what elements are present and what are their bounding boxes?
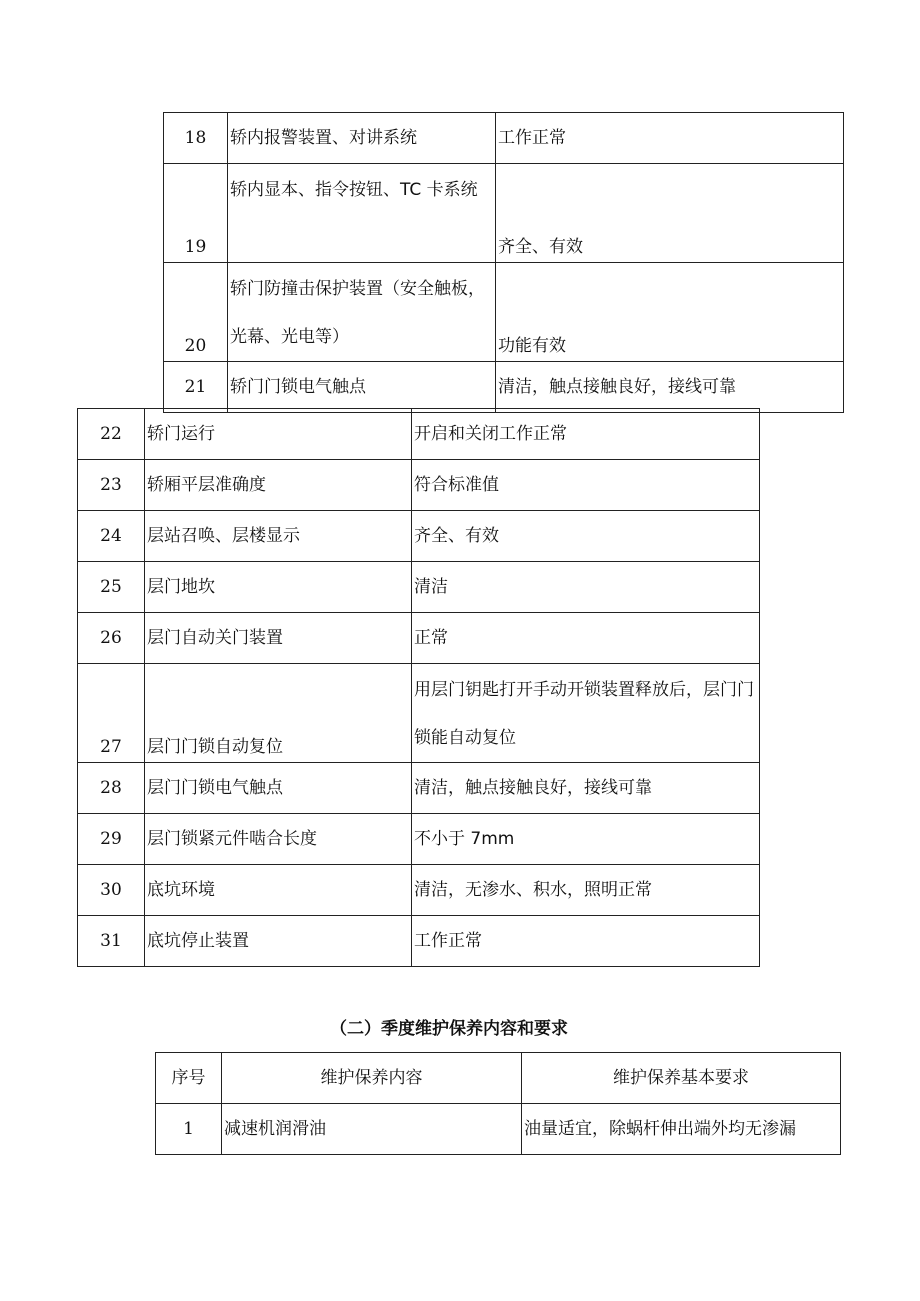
row-number: 29 (78, 814, 145, 865)
item-cell: 底坑环境 (145, 865, 412, 916)
row-number: 21 (164, 362, 228, 413)
item-cell: 层站召唤、层楼显示 (145, 511, 412, 562)
requirement-cell: 清洁，无渗水、积水，照明正常 (412, 865, 760, 916)
row-number: 1 (156, 1104, 222, 1155)
requirement-cell: 符合标准值 (412, 460, 760, 511)
item-cell: 轿厢平层准确度 (145, 460, 412, 511)
row-number: 18 (164, 113, 228, 164)
row-number: 31 (78, 916, 145, 967)
header-requirement: 维护保养基本要求 (522, 1053, 841, 1104)
table-row (78, 613, 760, 664)
row-number: 24 (78, 511, 145, 562)
table-row (78, 511, 760, 562)
requirement-cell: 清洁，触点接触良好，接线可靠 (496, 362, 844, 413)
table-row (164, 362, 844, 413)
row-number: 25 (78, 562, 145, 613)
requirement-cell: 不小于 7mm (412, 814, 760, 865)
row-number: 20 (164, 263, 228, 362)
table-row (78, 865, 760, 916)
table-row (78, 460, 760, 511)
table-row (164, 263, 844, 362)
section-title: （二）季度维护保养内容和要求 (330, 1019, 568, 1039)
item-cell: 层门地坎 (145, 562, 412, 613)
row-number: 19 (164, 164, 228, 263)
quarterly-maintenance-table (155, 1052, 841, 1155)
item-cell: 层门锁紧元件啮合长度 (145, 814, 412, 865)
table-row (78, 664, 760, 763)
table-row (164, 164, 844, 263)
requirement-cell: 清洁，触点接触良好，接线可靠 (412, 763, 760, 814)
table-header-row (156, 1053, 841, 1104)
table-row (78, 916, 760, 967)
item-cell: 轿门门锁电气触点 (228, 362, 496, 413)
row-number: 23 (78, 460, 145, 511)
item-cell: 轿内显本、指令按钮、TC 卡系统 (228, 164, 496, 263)
table-row (78, 763, 760, 814)
item-cell: 底坑停止装置 (145, 916, 412, 967)
header-no: 序号 (156, 1053, 222, 1104)
requirement-cell: 清洁 (412, 562, 760, 613)
row-number: 28 (78, 763, 145, 814)
header-item: 维护保养内容 (222, 1053, 522, 1104)
item-cell: 轿门运行 (145, 409, 412, 460)
requirement-cell: 用层门钥匙打开手动开锁装置释放后，层门门锁能自动复位 (412, 664, 760, 763)
requirement-cell: 齐全、有效 (412, 511, 760, 562)
item-cell: 减速机润滑油 (222, 1104, 522, 1155)
row-number: 22 (78, 409, 145, 460)
item-cell: 层门门锁电气触点 (145, 763, 412, 814)
requirement-cell: 功能有效 (496, 263, 844, 362)
table-row (78, 409, 760, 460)
item-cell: 层门自动关门装置 (145, 613, 412, 664)
item-cell: 轿内报警装置、对讲系统 (228, 113, 496, 164)
table-row (78, 562, 760, 613)
requirement-cell: 齐全、有效 (496, 164, 844, 263)
item-cell: 轿门防撞击保护装置（安全触板，光幕、光电等） (228, 263, 496, 362)
requirement-cell: 油量适宜，除蜗杆伸出端外均无渗漏 (522, 1104, 841, 1155)
row-number: 27 (78, 664, 145, 763)
row-number: 26 (78, 613, 145, 664)
maintenance-table-part-a (163, 112, 844, 413)
requirement-cell: 工作正常 (496, 113, 844, 164)
requirement-cell: 正常 (412, 613, 760, 664)
requirement-cell: 工作正常 (412, 916, 760, 967)
table-row (156, 1104, 841, 1155)
table-row (164, 113, 844, 164)
requirement-cell: 开启和关闭工作正常 (412, 409, 760, 460)
table-row (78, 814, 760, 865)
item-cell: 层门门锁自动复位 (145, 664, 412, 763)
maintenance-table-part-b (77, 408, 760, 967)
row-number: 30 (78, 865, 145, 916)
